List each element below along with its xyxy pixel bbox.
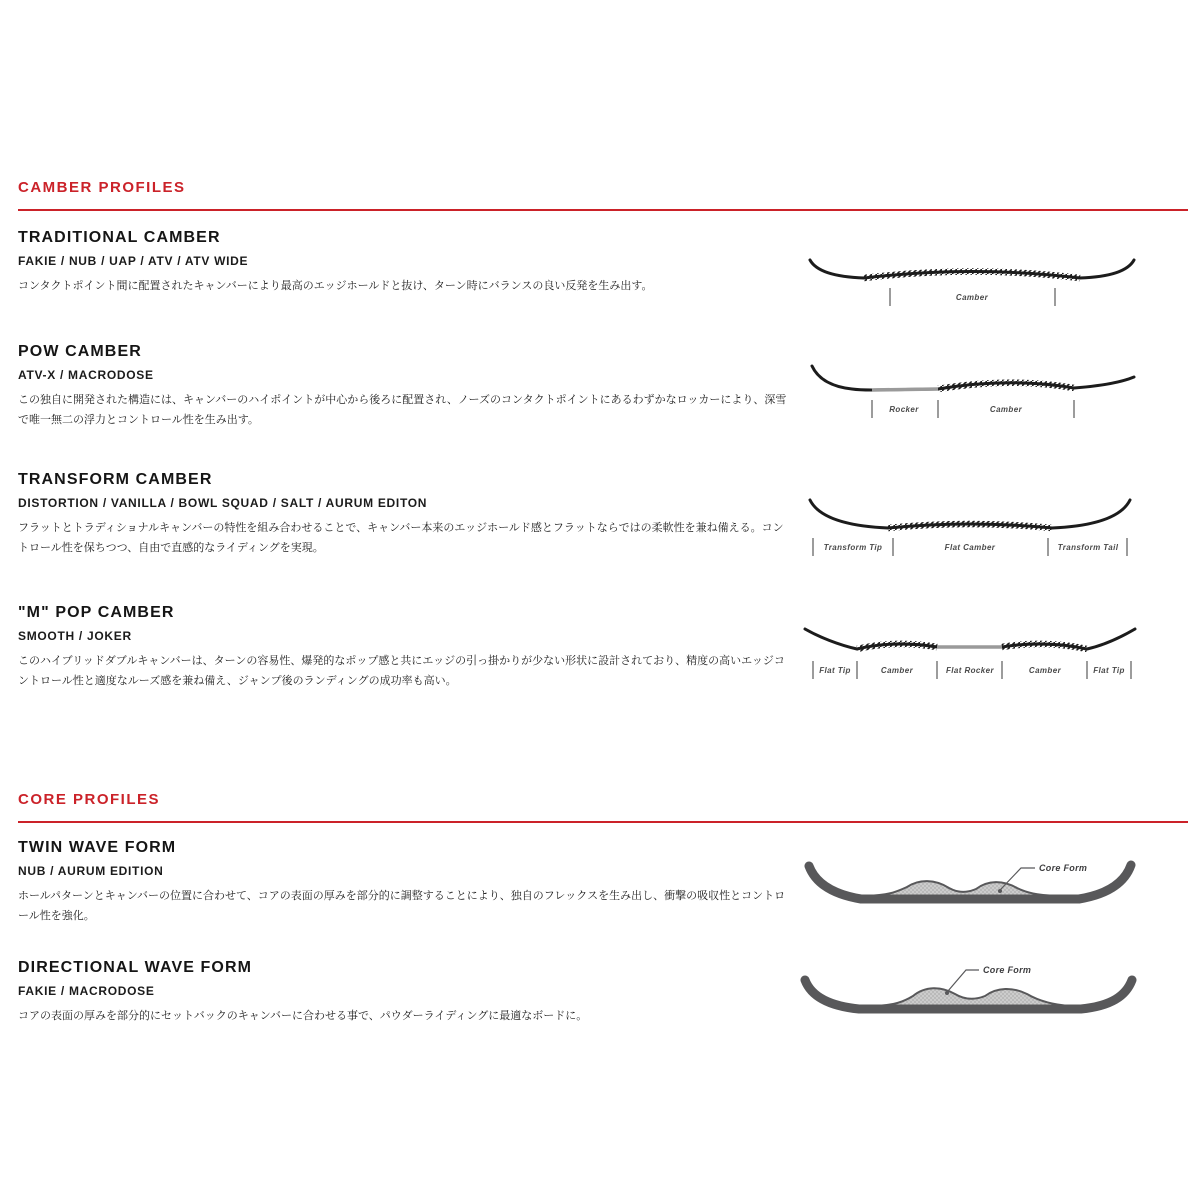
camber-label: Camber <box>989 405 1023 414</box>
profile-title: TWIN WAVE FORM <box>18 839 177 856</box>
transform-tip-label: Transform Tip <box>823 543 883 552</box>
transform-tail-label: Transform Tail <box>1057 543 1119 552</box>
board-body <box>805 980 1132 1009</box>
section-twin-wave-form <box>18 839 790 926</box>
profile-description: この独自に開発された構造には、キャンバーのハイポイントが中心から後ろに配置され、ノーズのコンタクトポイントにあるわずかなロッカーにより、深雪で唯一無二の浮力とコントロール性を生み出す。 <box>18 394 787 426</box>
core-form-pointer-dot <box>998 889 1002 893</box>
profile-models: SMOOTH / JOKER <box>18 629 132 643</box>
section-m-pop-camber <box>18 604 790 691</box>
profile-title: "M" POP CAMBER <box>18 604 175 621</box>
twin-wave-form-svg <box>795 832 1145 920</box>
flat-camber-label: Flat Camber <box>944 543 996 552</box>
twin-wave-form-diagram <box>795 832 1145 925</box>
m-pop-camber-diagram <box>795 617 1145 694</box>
camber-hatch-segment <box>864 272 1080 279</box>
profile-description: コンタクトポイント間に配置されたキャンバーにより最高のエッジホールドと抜け、ターン時にバランスの良い反発を生み出す。 <box>18 280 653 292</box>
profile-title: POW CAMBER <box>18 343 142 360</box>
rocker-gray-segment <box>872 389 938 390</box>
camber-label: Camber <box>1028 666 1062 675</box>
traditional-camber-svg <box>802 244 1142 308</box>
profile-description: コアの表面の厚みを部分的にセットバックのキャンバーに合わせる事で、パウダーライディングに最適なボードに。 <box>18 1010 588 1022</box>
m-pop-camber-svg <box>795 617 1145 689</box>
camber-hatch-segment <box>857 644 937 649</box>
flat-tip-label: Flat Tip <box>1093 666 1125 675</box>
core-profiles-divider <box>18 821 1188 823</box>
camber-hatch-segment <box>888 524 1052 528</box>
traditional-camber-diagram <box>802 244 1142 313</box>
transform-camber-diagram <box>800 490 1140 571</box>
section-pow-camber <box>18 343 790 430</box>
profile-models: ATV-X / MACRODOSE <box>18 368 154 382</box>
section-transform-camber <box>18 471 790 558</box>
core-form-leader-line <box>948 970 979 991</box>
profile-models: FAKIE / MACRODOSE <box>18 984 155 998</box>
profile-title: TRANSFORM CAMBER <box>18 471 213 488</box>
rocker-label: Rocker <box>889 405 919 414</box>
directional-wave-form-diagram <box>795 922 1145 1027</box>
core-form-pointer-dot <box>945 991 949 995</box>
camber-profiles-divider <box>18 209 1188 211</box>
camber-label: Camber <box>955 293 989 302</box>
flat-tip-label: Flat Tip <box>819 666 851 675</box>
section-traditional-camber <box>18 229 790 296</box>
profile-models: NUB / AURUM EDITION <box>18 864 164 878</box>
profile-models: FAKIE / NUB / UAP / ATV / ATV WIDE <box>18 254 249 268</box>
pow-camber-svg <box>802 356 1142 432</box>
profile-description: フラットとトラディショナルキャンバーの特性を組み合わせることで、キャンバー本来のエッジホールド感とフラットならではの柔軟性を兼ね備える。コントロール性を保ちつつ、自由で直感的なライディングを実現。 <box>18 522 784 554</box>
directional-wave-form-svg <box>795 922 1145 1022</box>
core-form-label: Core Form <box>1039 863 1088 873</box>
flat-rocker-label: Flat Rocker <box>946 666 994 675</box>
core-form-label: Core Form <box>983 965 1032 975</box>
camber-hatch-segment <box>1002 644 1087 649</box>
camber-profiles-heading: CAMBER PROFILES <box>18 179 186 196</box>
profile-models: DISTORTION / VANILLA / BOWL SQUAD / SALT / AURUM EDITON <box>18 496 428 510</box>
profile-description: このハイブリッドダブルキャンバーは、ターンの容易性、爆発的なポップ感と共にエッジの引っ掛かりが少ない形状に設計されており、精度の高いエッジコントロール性と適度なルーズ感を兼ね備え、ジャンプ後のランディングの成功率も高い。 <box>18 655 785 687</box>
core-profiles-heading: CORE PROFILES <box>18 791 161 808</box>
transform-camber-svg <box>800 490 1140 566</box>
profile-title: TRADITIONAL CAMBER <box>18 229 221 246</box>
section-directional-wave-form <box>18 959 790 1026</box>
profile-title: DIRECTIONAL WAVE FORM <box>18 959 253 976</box>
camber-hatch-segment <box>938 383 1074 389</box>
pow-camber-diagram <box>802 356 1142 437</box>
profile-description: ホールパターンとキャンバーの位置に合わせて、コアの表面の厚みを部分的に調整することにより、独自のフレックスを生み出し、衝撃の吸収性とコントロール性を強化。 <box>18 890 786 922</box>
camber-label: Camber <box>880 666 914 675</box>
